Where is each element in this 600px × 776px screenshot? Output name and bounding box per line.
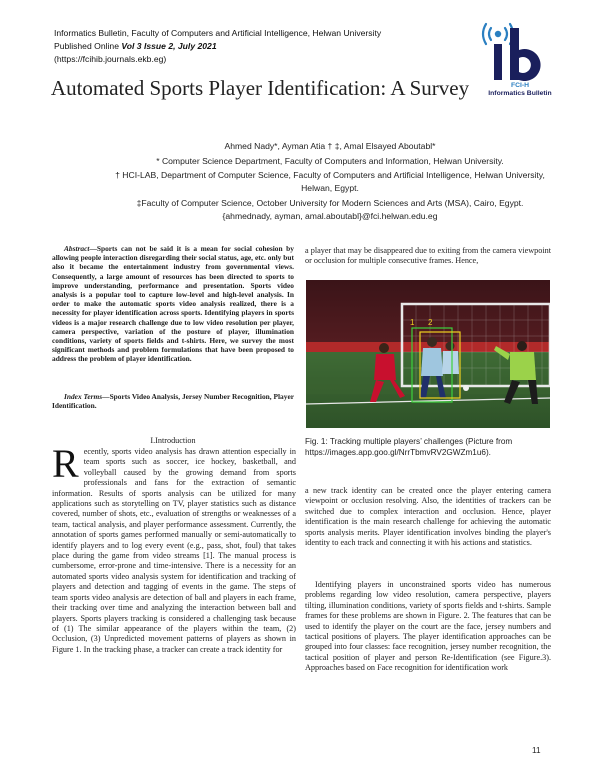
author-list: Ahmed Nady*, Ayman Atia † ‡, Amal Elsayed Aboutabl* [224, 141, 436, 151]
paper-title: Automated Sports Player Identification: A Survey [50, 76, 470, 100]
track-label-2: 2 [428, 318, 433, 327]
abstract-lead: Abstract [64, 244, 90, 253]
affiliation-3: ‡Faculty of Computer Science, October University for Modern Sciences and Arts (MSA), Cairo, Egypt. [136, 198, 524, 208]
drop-cap: R [52, 441, 79, 486]
journal-name: Informatics Bulletin, Faculty of Computers and Artificial Intelligence, Helwan University [54, 28, 382, 38]
publication-info: Published Online Vol 3 Issue 2, July 2021 [54, 41, 217, 51]
issue-info: Vol 3 Issue 2, July 2021 [121, 41, 217, 51]
right-column-top-text: a player that may be disappeared due to exiting from the camera viewpoint or occlusion for multiple consecutive frames. Hence, [305, 246, 551, 266]
figure-1-soccer-photo [306, 280, 550, 428]
introduction-body [52, 441, 296, 655]
introduction-text: ecently, sports video analysis has drawn attention especially in team sports such as soccer, ice hockey, basketball, and volleyball caused by the growing demand from sports professionals and fans for the extraction of semantic information. Results of sports analysis can be utilized for many applications such as storytelling on TV, player statistics such as distance covered, number of shots, etc., evaluation of strengths or weaknesses of a team, tactical analysis, and player performance assessment. Currently, the annotation of sports games performed manually or semi-automatically to identify players and to log every event (e.g., pass, shot, foul) that takes place during the game from video streams [1]. The manual process is cumbersome, error-prone and time-intensive. There is a necessity for an automated sports video analysis system for identification and tracking of players and detection and tagging of events in the game. The steps of team sports video analysis are detection of ball and players in each frame, their tracking over time and analyzing the interaction between ball and players. Sports players tracking is considered a challenging task because of (1) The similar appearance of the players within the team, (2) Occlusion, (3) Unpredicted movement patterns of players as shown in Figure 1. In the tracking phase, a tracker can create a track identity for [52, 447, 296, 654]
abstract-text: —Sports can not be said it is a mean for social cohesion by allowing people interaction disregarding their social status, age, etc. only but also it became the entertainment industry from governmental views. Consequently, a large amount of resources has been directed to sports to improve understanding, performance and presentation. Sports video analysis is a popular tool to capture low-level and high-level analysis. In order to make the automatic sports video analysis realized, there is a necessity for player identification across sports. Identifying players in sports videos is a major research challenge due to low video resolution per player, camera perspective, variation of the posture of player, illumination conditions, variety of sports fields and t-shirts. Here, we survey the most significant methods and problem formulations that have been proposed to address the problem of player identification. [52, 244, 294, 364]
affiliation-2: † HCI-LAB, Department of Computer Science, Faculty of Computers and Artificial Intelligence, Helwan University, Helwan, Egypt. [115, 170, 545, 193]
journal-url: (https://fcihib.journals.ekb.eg) [54, 54, 167, 64]
logo-caption [470, 82, 570, 98]
page-number: 11 [532, 746, 541, 755]
affiliation-1: * Computer Science Department, Faculty of Computers and Information, Helwan University. [156, 156, 504, 166]
track-label-1: 1 [410, 318, 415, 327]
logo-caption-line2: Informatics Bulletin [488, 90, 552, 97]
section-heading: I.Introduction [150, 436, 196, 445]
figure-1-caption: Fig. 1: Tracking multiple players’ challenges (Picture from https://images.app.goo.gl/NrrTbmvRV2GWZm1u6). [305, 437, 513, 457]
author-emails: {ahmednady, ayman, amal.aboutabl}@fci.helwan.edu.eg [222, 211, 438, 221]
index-terms-lead: Index Terms [64, 392, 103, 401]
index-terms-text: —Sports Video Analysis, Jersey Number Recognition, Player Identification. [52, 392, 295, 411]
journal-header [54, 27, 454, 66]
right-column-paragraph-1: a new track identity can be created once the player entering camera viewpoint or occlusion resolving. Also, the identities of trackers can be switched due to complex interaction and occlusion. Hence, player identification is the main research challenge for achieving the automatic sports analysis merits. Player identification involves binding the player's identity to each track and connecting it with his actions and statistics. [305, 486, 551, 548]
right-column-paragraph-2: Identifying players in unconstrained sports video has numerous problems regarding low video resolution, camera perspective, players tilting, illumination conditions, variety of sports fields and t-shirts. Sample frames for these problems are shown in Figure. 2. The features that can be used to identify the player on the court are the face, jersey numbers and tactical positions of players. The player identification approaches can be grouped into four classes: face recognition, jersey number recognition, the tactical position of player and person Re-Identification (see Figure.3). Approaches based on Face recognition for identification work [305, 580, 551, 673]
logo-caption-line1: FCI-H [510, 82, 530, 89]
index-terms [52, 392, 294, 410]
abstract [52, 244, 294, 364]
